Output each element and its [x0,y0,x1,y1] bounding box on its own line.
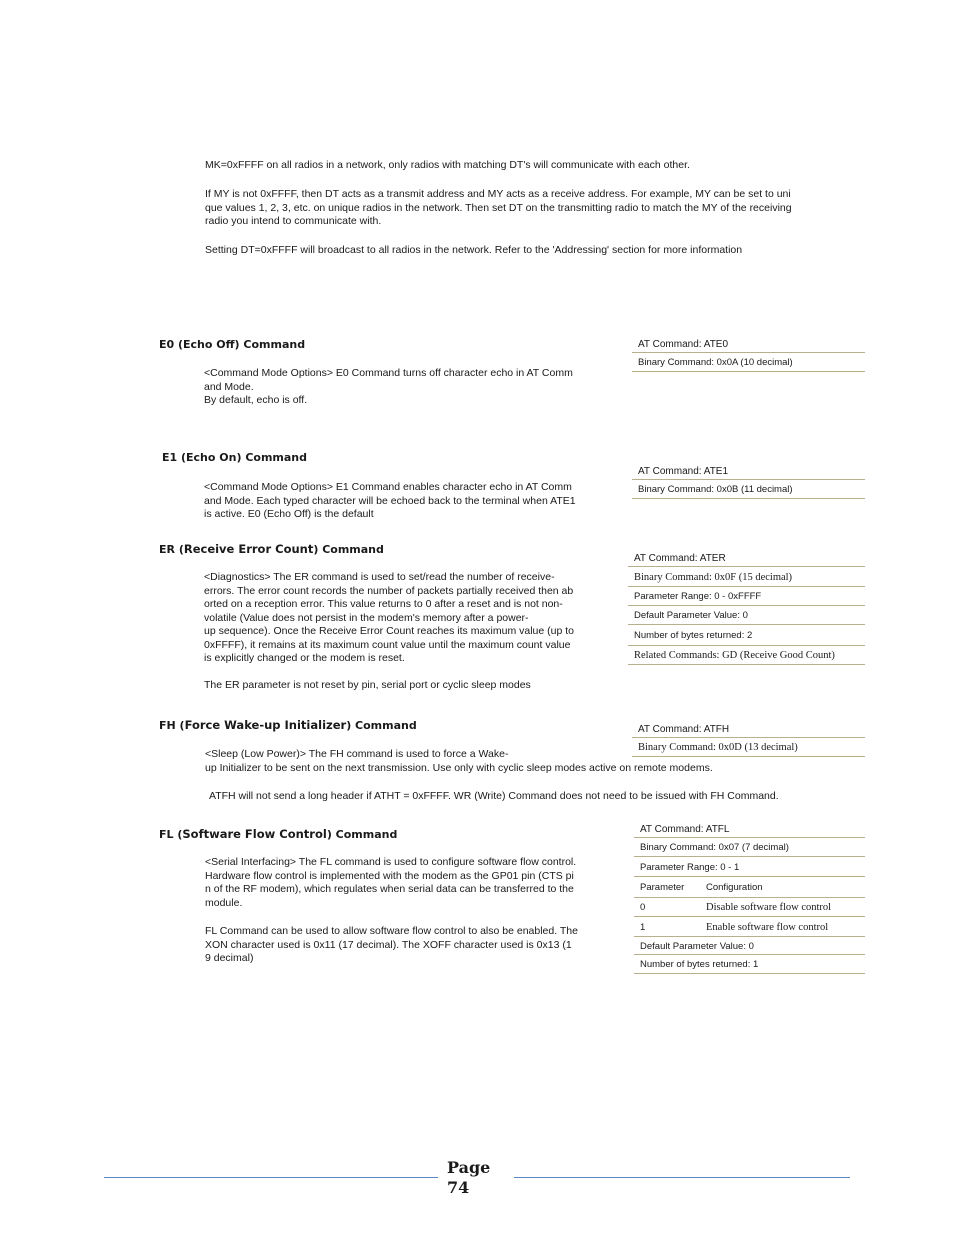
e0-line-3: By default, echo is off. [204,394,308,406]
er-heading-suffix: ) Command [313,543,384,556]
e1-line-3: is active. E0 (Echo Off) is the default [204,508,374,520]
fh-line-2: up Initializer to be sent on the next transmission. Use only with cyclic sleep modes active on remote modems. [205,761,713,774]
e1-at-command: AT Command: ATE1 [632,463,865,480]
intro-paragraph-3: Setting DT=0xFFFF will broadcast to all radios in the network. Refer to the 'Addressing' section for more information [205,244,743,256]
er-related-commands: Related Commands: GD (Receive Good Count) [628,647,865,665]
e0-description [204,367,573,408]
er-line-4: volatile (Value does not persist in the modem's memory after a power- [204,611,529,624]
footer-rule-left [104,1177,438,1178]
fl-heading [159,827,397,841]
e1-command-table [632,463,865,501]
er-note: The ER parameter is not reset by pin, serial port or cyclic sleep modes [204,679,531,691]
fl-row-0-config: Disable software flow control [706,902,832,913]
e1-description [204,481,576,522]
fh-heading-prefix: FH ( [159,719,185,732]
er-line-2: errors. The error count records the number of packets partially received then ab [204,584,574,597]
fl-row-1 [634,918,865,937]
er-line-1: <Diagnostics> The ER command is used to set/read the number of receive- [204,571,555,583]
fl-line-5: FL Command can be used to allow software flow control to also be enabled. The [205,925,578,937]
er-bytes-returned: Number of bytes returned: 2 [628,626,865,646]
fl-line-4: module. [205,896,243,909]
fl-row-0-param: 0 [640,902,646,913]
fl-col-configuration: Configuration [706,882,763,893]
e1-line-1: <Command Mode Options> E1 Command enables character echo in AT Comm [204,481,572,493]
fh-heading-title: Force Wake-up Initializer [184,718,347,732]
fh-heading [159,718,417,732]
e1-binary-command: Binary Command: 0x0B (11 decimal) [632,481,865,499]
footer-rule-right [514,1177,850,1178]
fl-heading-title: Software Flow Control [182,827,327,841]
e0-line-2: and Mode. [204,380,254,393]
fl-line-7: 9 decimal) [205,952,254,964]
fl-heading-prefix: FL ( [159,828,183,841]
e0-command-table [632,336,865,374]
fl-line-1: <Serial Interfacing> The FL command is used to configure software flow control. [205,856,577,868]
e0-at-command: AT Command: ATE0 [632,336,865,353]
fl-command-table [634,822,865,975]
fl-bytes-returned: Number of bytes returned: 1 [634,956,865,974]
fl-parameter-range: Parameter Range: 0 - 1 [634,858,865,877]
fl-at-command: AT Command: ATFL [634,822,865,838]
er-heading [159,542,384,556]
fl-row-1-config: Enable software flow control [706,922,829,933]
er-line-5: up sequence). Once the Receive Error Count reaches its maximum value (up to [204,625,575,637]
fl-description-2 [205,925,578,966]
fh-at-command: AT Command: ATFH [632,722,865,738]
e1-line-2: and Mode. Each typed character will be echoed back to the terminal when ATE1 [204,494,576,507]
fh-note: ATFH will not send a long header if ATHT = 0xFFFF. WR (Write) Command does not need to be issued with FH Command. [209,790,779,802]
page-word: Page [447,1158,491,1177]
intro-p2-line-2: que values 1, 2, 3, etc. on unique radios in the network. Then set DT on the transmitting radio to match the MY of the receiving [205,201,792,214]
fl-line-3: n of the RF modem), which regulates when serial data can be transferred to the [205,883,574,895]
fl-heading-suffix: ) Command [326,828,398,841]
fl-default-value: Default Parameter Value: 0 [634,938,865,955]
fh-line-1: <Sleep (Low Power)> The FH command is used to force a Wake- [205,748,509,760]
er-parameter-range: Parameter Range: 0 - 0xFFFF [628,588,865,606]
page-number [447,1158,490,1198]
fl-row-1-param: 1 [640,922,646,933]
fl-header-row [634,878,865,898]
fl-line-6: XON character used is 0x11 (17 decimal). The XOFF character used is 0x13 (1 [205,938,572,951]
fl-binary-command: Binary Command: 0x07 (7 decimal) [634,839,865,857]
er-at-command: AT Command: ATER [628,551,865,567]
fh-heading-suffix: ) Command [346,719,417,732]
fl-col-parameter: Parameter [640,882,685,893]
intro-p2-line-3: radio you intend to communicate with. [205,215,382,227]
fh-command-table [632,722,865,758]
er-heading-prefix: ER ( [159,543,184,556]
er-command-table [628,551,865,666]
intro-paragraph-2 [205,188,792,229]
page-number-value: 74 [447,1178,470,1197]
e1-heading: E1 (Echo On) Command [162,451,307,464]
er-heading-title: Receive Error Count [183,542,314,556]
intro-paragraph-1: MK=0xFFFF on all radios in a network, only radios with matching DT's will communicate with each other. [205,159,690,171]
fh-binary-command: Binary Command: 0x0D (13 decimal) [632,739,865,757]
e0-heading: E0 (Echo Off) Command [159,338,306,351]
er-description [204,571,574,666]
er-binary-command: Binary Command: 0x0F (15 decimal) [628,568,865,587]
er-line-7: is explicitly changed or the modem is reset. [204,652,405,664]
fl-line-2: Hardware flow control is implemented with the modem as the GP01 pin (CTS pi [205,869,574,882]
e0-binary-command: Binary Command: 0x0A (10 decimal) [632,354,865,372]
er-line-6: 0xFFFF), it remains at its maximum count value until the maximum count value [204,638,571,651]
fl-description [205,856,576,910]
fl-row-0 [634,899,865,917]
er-default-value: Default Parameter Value: 0 [628,607,865,625]
e0-line-1: <Command Mode Options> E0 Command turns off character echo in AT Comm [204,367,573,379]
er-line-3: orted on a reception error. This value returns to 0 after a reset and is not non- [204,598,563,610]
intro-p2-line-1: If MY is not 0xFFFF, then DT acts as a transmit address and MY acts as a receive address. For example, MY can be set to uni [205,188,791,200]
